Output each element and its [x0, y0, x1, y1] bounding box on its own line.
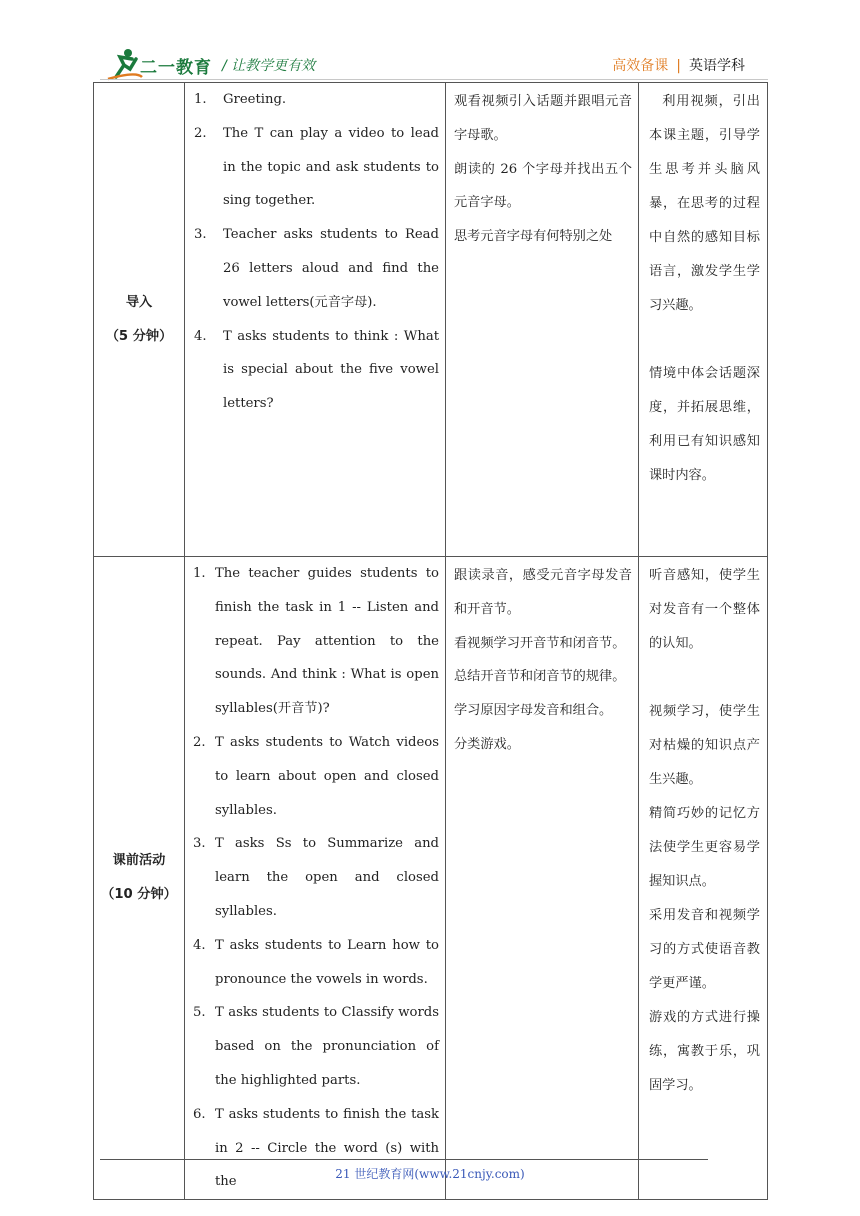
header-slogan: / 让教学更有效: [222, 58, 316, 74]
list-item: [185, 726, 445, 827]
header-subject: [612, 55, 745, 75]
step-text: T asks students to think : What is special about the five vowel letters?: [223, 328, 439, 412]
list-item: [185, 996, 445, 1097]
list-item: [185, 117, 445, 218]
header-tag-prep: 高效备课: [612, 58, 669, 74]
activity-text: 看视频学习开音节和闭音节。: [454, 635, 626, 651]
step-number: 2.: [194, 125, 207, 141]
stage-time: （10 分钟）: [101, 887, 177, 903]
table-row-pre-class: [94, 557, 768, 1200]
purpose-cell: [639, 557, 768, 1200]
header-tag-subject: 英语学科: [689, 58, 745, 74]
activity-text: 总结开音节和闭音节的规律。: [454, 669, 626, 685]
table-row-intro: [94, 83, 768, 557]
purpose-text: 听音感知，使学生对发音有一个整体的认知。: [649, 568, 760, 651]
teacher-steps: [185, 557, 445, 1199]
header-separator: |: [676, 58, 681, 74]
list-item: [185, 1098, 445, 1199]
activity-text: 分类游戏。: [454, 736, 520, 752]
student-activities-cell: [446, 83, 639, 557]
purpose-text: 游戏的方式进行操练，寓教于乐，巩固学习。: [649, 1010, 760, 1093]
spacer: [649, 323, 760, 357]
step-number: 3.: [193, 836, 206, 852]
purpose-text: 情境中体会话题深度，并拓展思维，利用已有知识感知课时内容。: [649, 366, 760, 483]
list-item: [185, 83, 445, 117]
list-item: [185, 557, 445, 726]
list-item: [185, 827, 445, 928]
stage-cell: [94, 83, 185, 557]
purpose-text: 视频学习，使学生对枯燥的知识点产生兴趣。: [649, 704, 760, 787]
activity-text: 观看视频引入话题并跟唱元音字母歌。: [454, 94, 632, 143]
step-number: 6.: [193, 1106, 206, 1122]
step-number: 3.: [194, 227, 207, 243]
step-text: T asks Ss to Summarize and learn the open and closed syllables.: [215, 836, 439, 919]
step-text: T asks students to Classify words based on the pronunciation of the highlighted parts.: [215, 1005, 439, 1088]
header-divider: [100, 79, 768, 80]
purpose-text: 采用发音和视频学习的方式使语音教学更严谨。: [649, 908, 760, 991]
footer-divider: [100, 1159, 708, 1160]
step-text: Teacher asks students to Read 26 letters aloud and find the vowel letters(元音字母).: [223, 227, 439, 310]
teacher-steps-cell: [185, 83, 446, 557]
step-number: 2.: [193, 734, 206, 750]
activity-text: 朗读的 26 个字母并找出五个元音字母。: [454, 161, 632, 211]
teacher-steps-cell: [185, 557, 446, 1200]
stage-time: （5 分钟）: [105, 328, 173, 344]
spacer: [649, 661, 760, 695]
logo-text: 二一教育: [140, 58, 212, 78]
activity-text: 思考元音字母有何特别之处: [454, 229, 613, 245]
activity-text: 跟读录音，感受元音字母发音和开音节。: [454, 568, 632, 617]
step-number: 4.: [193, 937, 206, 953]
teacher-steps: [185, 83, 445, 421]
list-item: [185, 929, 445, 997]
list-item: [185, 320, 445, 421]
step-number: 5.: [193, 1005, 206, 1021]
step-text: T asks students to Watch videos to learn about open and closed syllables.: [215, 734, 439, 818]
stage-name: 导入: [125, 294, 153, 310]
lesson-plan-table: [93, 82, 768, 1200]
step-text: T asks students to Learn how to pronounce the vowels in words.: [215, 937, 439, 987]
purpose-text: 精简巧妙的记忆方法使学生更容易学握知识点。: [649, 806, 760, 889]
step-number: 1.: [193, 566, 206, 581]
footer-link[interactable]: 21 世纪教育网(www.21cnjy.com): [335, 1167, 525, 1181]
list-item: [185, 218, 445, 319]
step-number: 4.: [194, 328, 207, 344]
purpose-text: 利用视频，引出本课主题，引导学生思考并头脑风暴，在思考的过程中自然的感知目标语言，激发学生学习兴趣。: [649, 94, 760, 313]
step-text: The teacher guides students to finish the task in 1 -- Listen and repeat. Pay attention to the sounds. And think : What is open syllables(开音节)?: [215, 566, 439, 717]
student-activities-cell: [446, 557, 639, 1200]
purpose-cell: [639, 83, 768, 557]
page-header: [0, 0, 860, 82]
activity-text: 学习原因字母发音和组合。: [454, 703, 613, 719]
step-text: The T can play a video to lead in the topic and ask students to sing together.: [223, 125, 439, 209]
step-number: 1.: [194, 92, 207, 107]
stage-cell: [94, 557, 185, 1200]
step-text: Greeting.: [223, 92, 287, 107]
step-text: T asks students to finish the task in 2 -- Circle the word (s) with the: [215, 1106, 439, 1190]
stage-name: 课前活动: [112, 853, 166, 869]
